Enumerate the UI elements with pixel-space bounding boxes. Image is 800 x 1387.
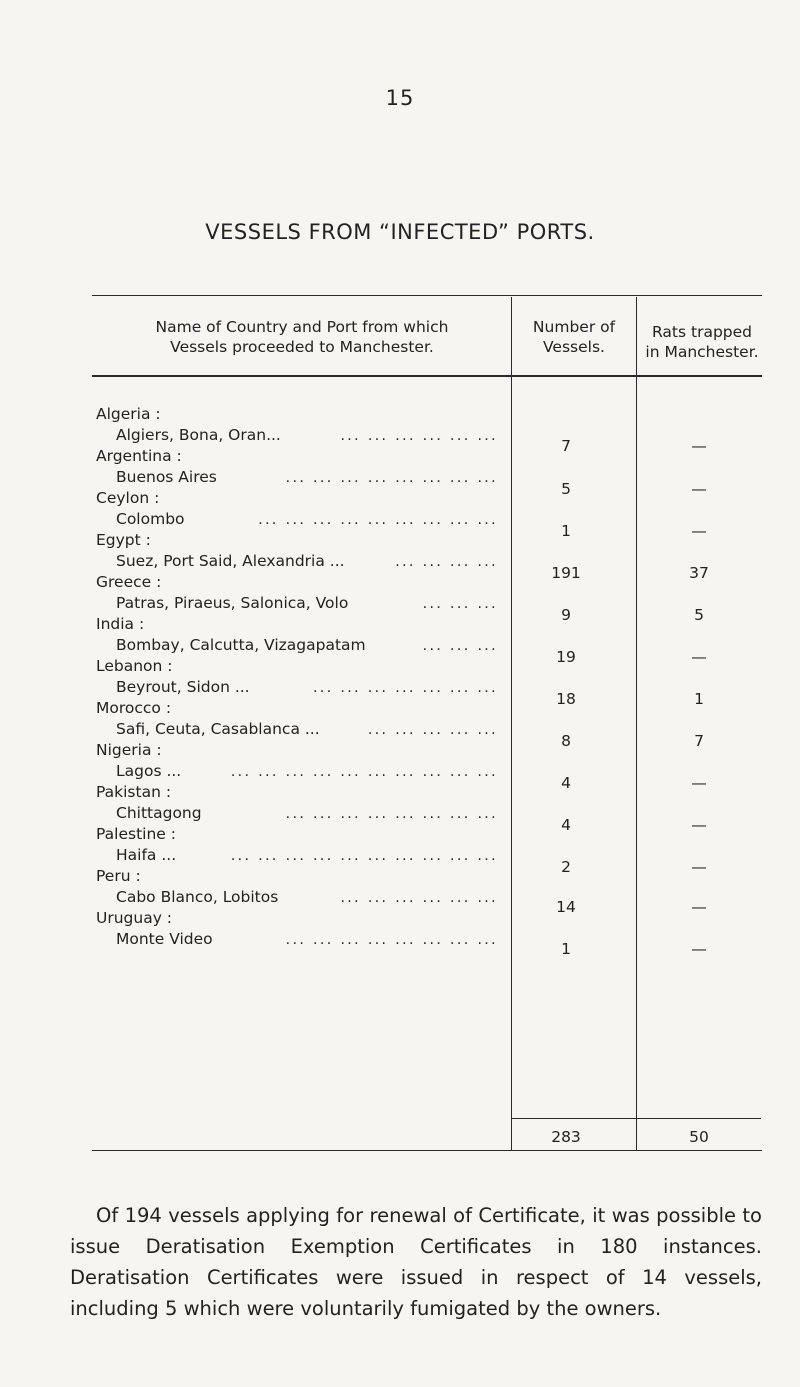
port-names: Patras, Piraeus, Salonica, Volo — [116, 594, 349, 612]
dot-leader: ... ... ... — [422, 596, 498, 612]
vessels-count: 5 — [561, 480, 571, 498]
vessels-count: 14 — [556, 898, 576, 916]
header-vessels-line2: Vessels. — [543, 338, 605, 356]
header-vessels-line1: Number of — [532, 318, 616, 336]
dot-leader: ... ... ... ... ... ... ... ... — [285, 806, 498, 822]
port-names: Haifa ... — [116, 846, 177, 864]
port-names: Colombo — [116, 510, 185, 528]
table-bottom-rule — [92, 1150, 762, 1151]
country-name: Egypt : — [96, 531, 151, 549]
vessels-count: 8 — [561, 732, 571, 750]
country-name: Greece : — [96, 573, 162, 591]
country-name: Nigeria : — [96, 741, 162, 759]
port-names: Lagos ... — [116, 762, 182, 780]
port-names: Monte Video — [116, 930, 213, 948]
dot-leader: ... ... ... ... ... ... — [340, 428, 498, 444]
page-number: 15 — [385, 86, 415, 110]
summary-paragraph: Of 194 vessels applying for renewal of Certificate, it was possible to issue Deratisation Exemption Certificates in 180 instances. Deratisation Certificates were issued in respect of 14 vessels, including 5 which were voluntarily fumigated by the owners. — [70, 1204, 762, 1320]
rats-count: — — [691, 940, 707, 958]
header-rats-line2: in Manchester. — [645, 343, 759, 361]
vessels-count: 4 — [561, 816, 571, 834]
header-rats-trapped — [637, 322, 767, 362]
port-names: Buenos Aires — [116, 468, 217, 486]
header-country-port-line2: Vessels proceeded to Manchester. — [170, 338, 434, 356]
port-names: Bombay, Calcutta, Vizagapatam — [116, 636, 366, 654]
port-names: Beyrout, Sidon ... — [116, 678, 250, 696]
dot-leader: ... ... ... ... ... ... ... ... — [285, 932, 498, 948]
vessels-count: 2 — [561, 858, 571, 876]
total-rats: 50 — [689, 1128, 709, 1146]
rats-count: — — [691, 437, 707, 455]
country-name: Morocco : — [96, 699, 172, 717]
column-divider-right — [636, 297, 637, 1150]
rats-count: — — [691, 480, 707, 498]
country-name: Algeria : — [96, 405, 161, 423]
vessels-count: 4 — [561, 774, 571, 792]
country-name: Uruguay : — [96, 909, 173, 927]
dot-leader: ... ... ... ... ... ... ... ... ... — [258, 512, 498, 528]
vessels-count: 19 — [556, 648, 576, 666]
page-title: VESSELS FROM “INFECTED” PORTS. — [205, 220, 595, 244]
port-names: Suez, Port Said, Alexandria ... — [116, 552, 345, 570]
column-divider-left — [511, 297, 512, 1150]
dot-leader: ... ... ... — [422, 638, 498, 654]
vessels-count: 7 — [561, 437, 571, 455]
dot-leader: ... ... ... ... ... ... ... ... — [285, 470, 498, 486]
header-number-of-vessels — [512, 317, 636, 357]
header-rats-line1: Rats trapped — [651, 323, 752, 341]
country-name: Argentina : — [96, 447, 182, 465]
country-name: Palestine : — [96, 825, 176, 843]
vessels-count: 1 — [561, 522, 571, 540]
rats-count: 37 — [689, 564, 709, 582]
rats-count: 1 — [694, 690, 704, 708]
rats-count: 7 — [694, 732, 704, 750]
rats-count: — — [691, 648, 707, 666]
rats-count: 5 — [694, 606, 704, 624]
country-name: Peru : — [96, 867, 141, 885]
header-bottom-rule — [92, 375, 762, 377]
vessels-count: 9 — [561, 606, 571, 624]
port-names: Cabo Blanco, Lobitos — [116, 888, 279, 906]
rats-count: — — [691, 816, 707, 834]
dot-leader: ... ... ... ... — [395, 554, 498, 570]
country-name: Lebanon : — [96, 657, 173, 675]
port-names: Algiers, Bona, Oran... — [116, 426, 281, 444]
vessels-count: 18 — [556, 690, 576, 708]
vessels-count: 191 — [551, 564, 581, 582]
dot-leader: ... ... ... ... ... — [367, 722, 498, 738]
totals-top-rule — [511, 1118, 761, 1119]
dot-leader: ... ... ... ... ... ... — [340, 890, 498, 906]
total-vessels: 283 — [551, 1128, 581, 1146]
header-country-port — [92, 317, 512, 357]
country-name: India : — [96, 615, 145, 633]
header-country-port-line1: Name of Country and Port from which — [155, 318, 449, 336]
dot-leader: ... ... ... ... ... ... ... — [313, 680, 498, 696]
country-name: Pakistan : — [96, 783, 172, 801]
rats-count: — — [691, 522, 707, 540]
vessels-count: 1 — [561, 940, 571, 958]
rats-count: — — [691, 774, 707, 792]
rats-count: — — [691, 858, 707, 876]
dot-leader: ... ... ... ... ... ... ... ... ... ... — [230, 764, 498, 780]
port-names: Safi, Ceuta, Casablanca ... — [116, 720, 320, 738]
dot-leader: ... ... ... ... ... ... ... ... ... ... — [230, 848, 498, 864]
port-names: Chittagong — [116, 804, 202, 822]
table-top-rule — [92, 295, 762, 296]
country-name: Ceylon : — [96, 489, 160, 507]
rats-count: — — [691, 898, 707, 916]
